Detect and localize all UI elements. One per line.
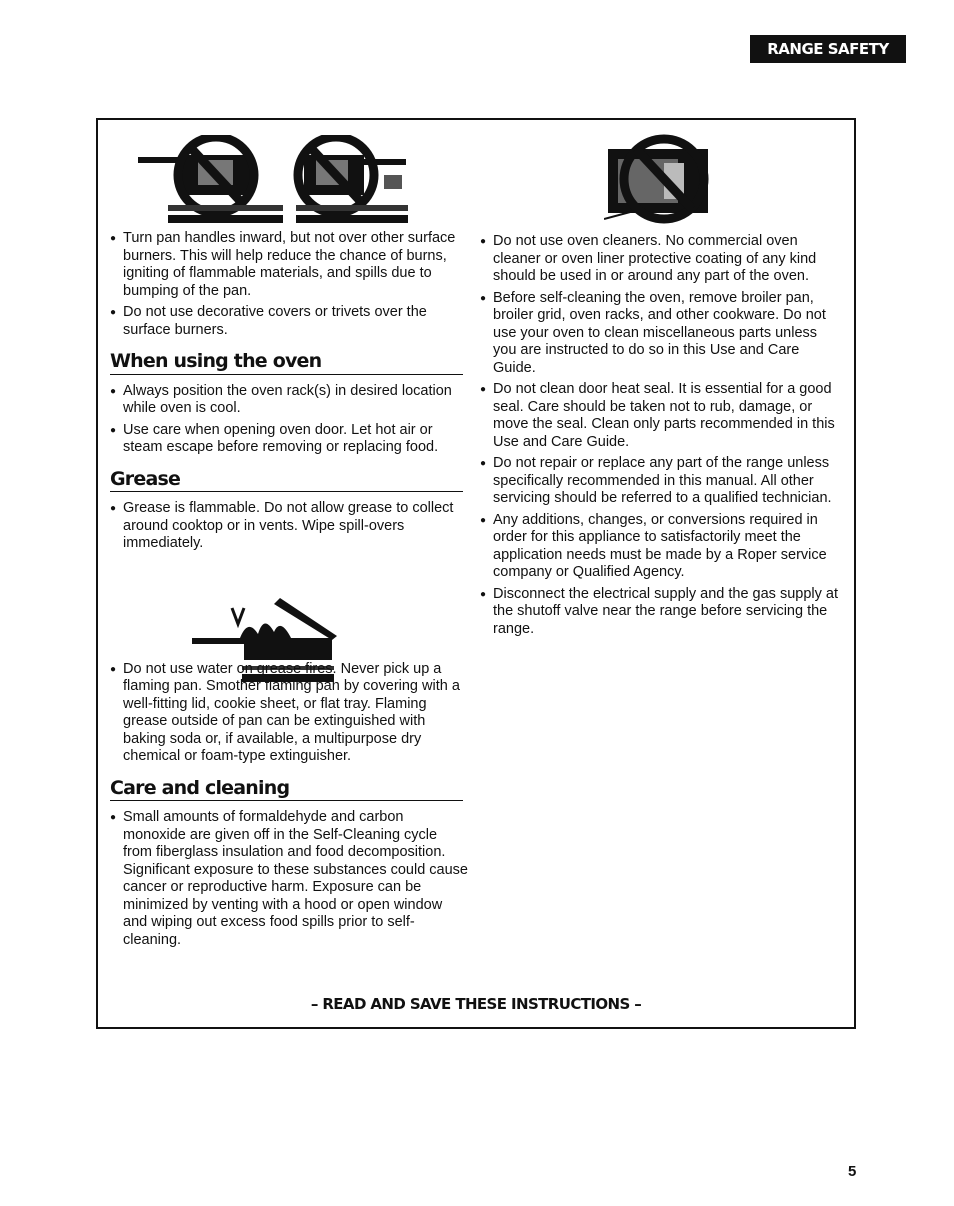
oven-cleaning-bullet-list — [480, 233, 840, 638]
list-item: ● Do not use oven cleaners. No commercial oven cleaner or oven liner protective coating of any kind should be used in or around any part of the oven. — [480, 233, 840, 286]
section-heading-oven: When using the oven — [110, 353, 463, 375]
left-column — [110, 230, 470, 953]
list-item: ● Always position the oven rack(s) in desired location while oven is cool. — [110, 383, 470, 418]
grease-fire-bullet-list — [110, 661, 470, 766]
list-item: ● Grease is flammable. Do not allow grease to collect around cooktop or in vents. Wipe spill-overs immediately. — [110, 500, 470, 553]
list-item: ● Use care when opening oven door. Let hot air or steam escape before removing or replacing food. — [110, 422, 470, 457]
list-item: ● Small amounts of formaldehyde and carbon monoxide are given off in the Self-Cleaning cycle from fiberglass insulation and food decomposition. Significant exposure to these substances could cause cancer or reproductive harm. Exposure can be minimized by venting with a hood or open window and wiping out excess food spills prior to self-cleaning. — [110, 809, 470, 949]
list-item: ● Do not clean door heat seal. It is essential for a good seal. Care should be taken not to rub, damage, or move the seal. Clean only parts recommended in this Use and Care Guide. — [480, 381, 840, 451]
no-pan-handle-out-icon — [138, 135, 283, 225]
illustration-spacer — [110, 557, 470, 661]
list-item: ● Turn pan handles inward, but not over other surface burners. This will help reduce the chance of burns, igniting of flammable materials, and spills due to bumping of the pan. — [110, 230, 470, 300]
section-heading-care-cleaning: Care and cleaning — [110, 780, 463, 802]
intro-bullet-list — [110, 230, 470, 339]
save-instructions-footer: – READ AND SAVE THESE INSTRUCTIONS – — [310, 995, 642, 1013]
list-item: ● Disconnect the electrical supply and the gas supply at the shutoff valve near the range before servicing the range. — [480, 586, 840, 639]
list-item: ● Do not repair or replace any part of the range unless specifically recommended in this manual. All other servicing should be referred to a qualified technician. — [480, 455, 840, 508]
no-trivet-cover-icon — [288, 135, 408, 225]
right-column — [480, 233, 840, 642]
section-heading-grease: Grease — [110, 471, 463, 493]
no-oven-cleaner-icon — [604, 133, 720, 225]
section-tab: RANGE SAFETY — [750, 35, 906, 63]
oven-bullet-list — [110, 383, 470, 457]
grease-bullet-list — [110, 500, 470, 553]
list-item: ● Any additions, changes, or conversions required in order for this appliance to satisfactorily meet the application needs must be made by a Roper service company or Qualified Agency. — [480, 512, 840, 582]
list-item: ● Do not use decorative covers or trivets over the surface burners. — [110, 304, 470, 339]
list-item: ● Before self-cleaning the oven, remove broiler pan, broiler grid, oven racks, and other cookware. Do not use your oven to clean miscellaneous parts unless you are instructed to do so in this Use and Care Guide. — [480, 290, 840, 378]
care-bullet-list — [110, 809, 470, 949]
list-item: ● Do not use water on grease fires. Never pick up a flaming pan. Smother flaming pan by covering with a well-fitting lid, cookie sheet, or flat tray. Flaming grease outside of pan can be extinguished with baking soda or, if available, a multipurpose dry chemical or foam-type extinguisher. — [110, 661, 470, 766]
page-number: 5 — [848, 1163, 857, 1180]
